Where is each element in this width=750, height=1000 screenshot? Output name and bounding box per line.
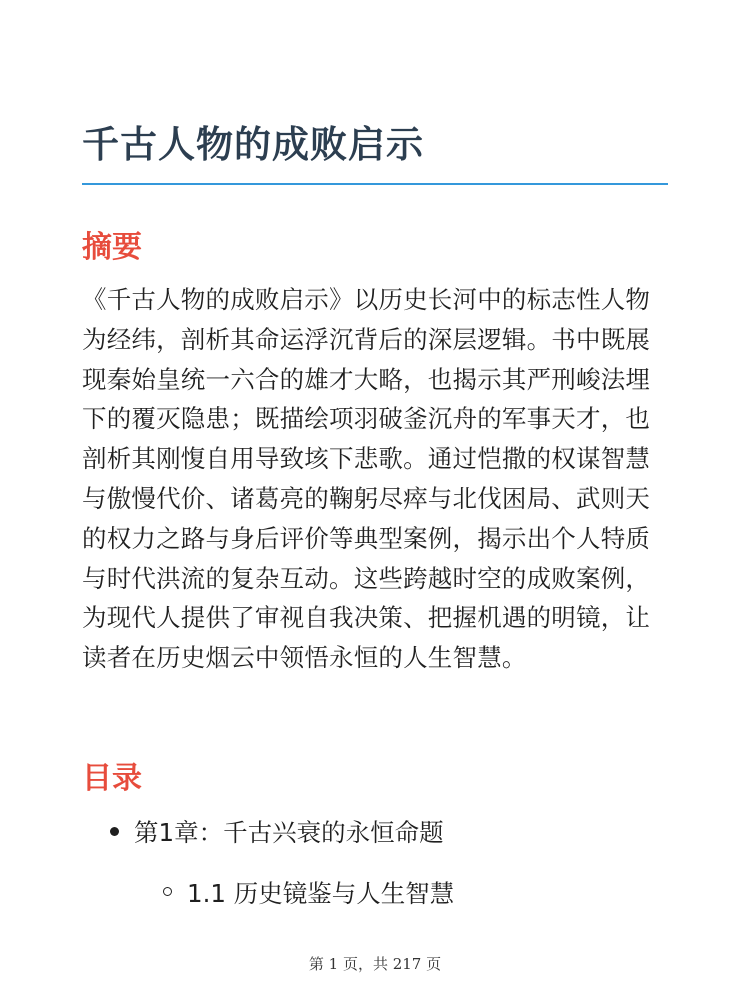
page-number-footer: 第 1 页，共 217 页 bbox=[308, 955, 442, 973]
abstract-paragraph: 《千古人物的成败启示》以历史长河中的标志性人物为经纬，剖析其命运浮沉背后的深层逻辑。书中既展现秦始皇统一六合的雄才大略，也揭示其严刑峻法埋下的覆灭隐患；既描绘项羽破釜沉舟的军事天才，也剖析其刚愎自用导致垓下悲歌。通过恺撒的权谋智慧与傲慢代价、诸葛亮的鞠躬尽瘁与北伐困局、武则天的权力之路与身后评价等典型案例，揭示出个人特质与时代洪流的复杂互动。这些跨越时空的成败案例，为现代人提供了审视自我决策、把握机遇的明镜，让读者在历史烟云中领悟永恒的人生智慧。 bbox=[82, 285, 651, 673]
toc-item-label: 第1章：千古兴衰的永恒命题 bbox=[134, 818, 444, 847]
hollow-bullet-icon bbox=[163, 887, 172, 896]
toc-heading: 目录 bbox=[82, 761, 142, 796]
toc-item-label: 1.1 历史镜鉴与人生智慧 bbox=[187, 879, 455, 908]
title-divider bbox=[82, 183, 668, 185]
filled-bullet-icon bbox=[110, 827, 119, 836]
abstract-heading: 摘要 bbox=[82, 230, 142, 265]
document-title: 千古人物的成败启示 bbox=[82, 123, 424, 166]
